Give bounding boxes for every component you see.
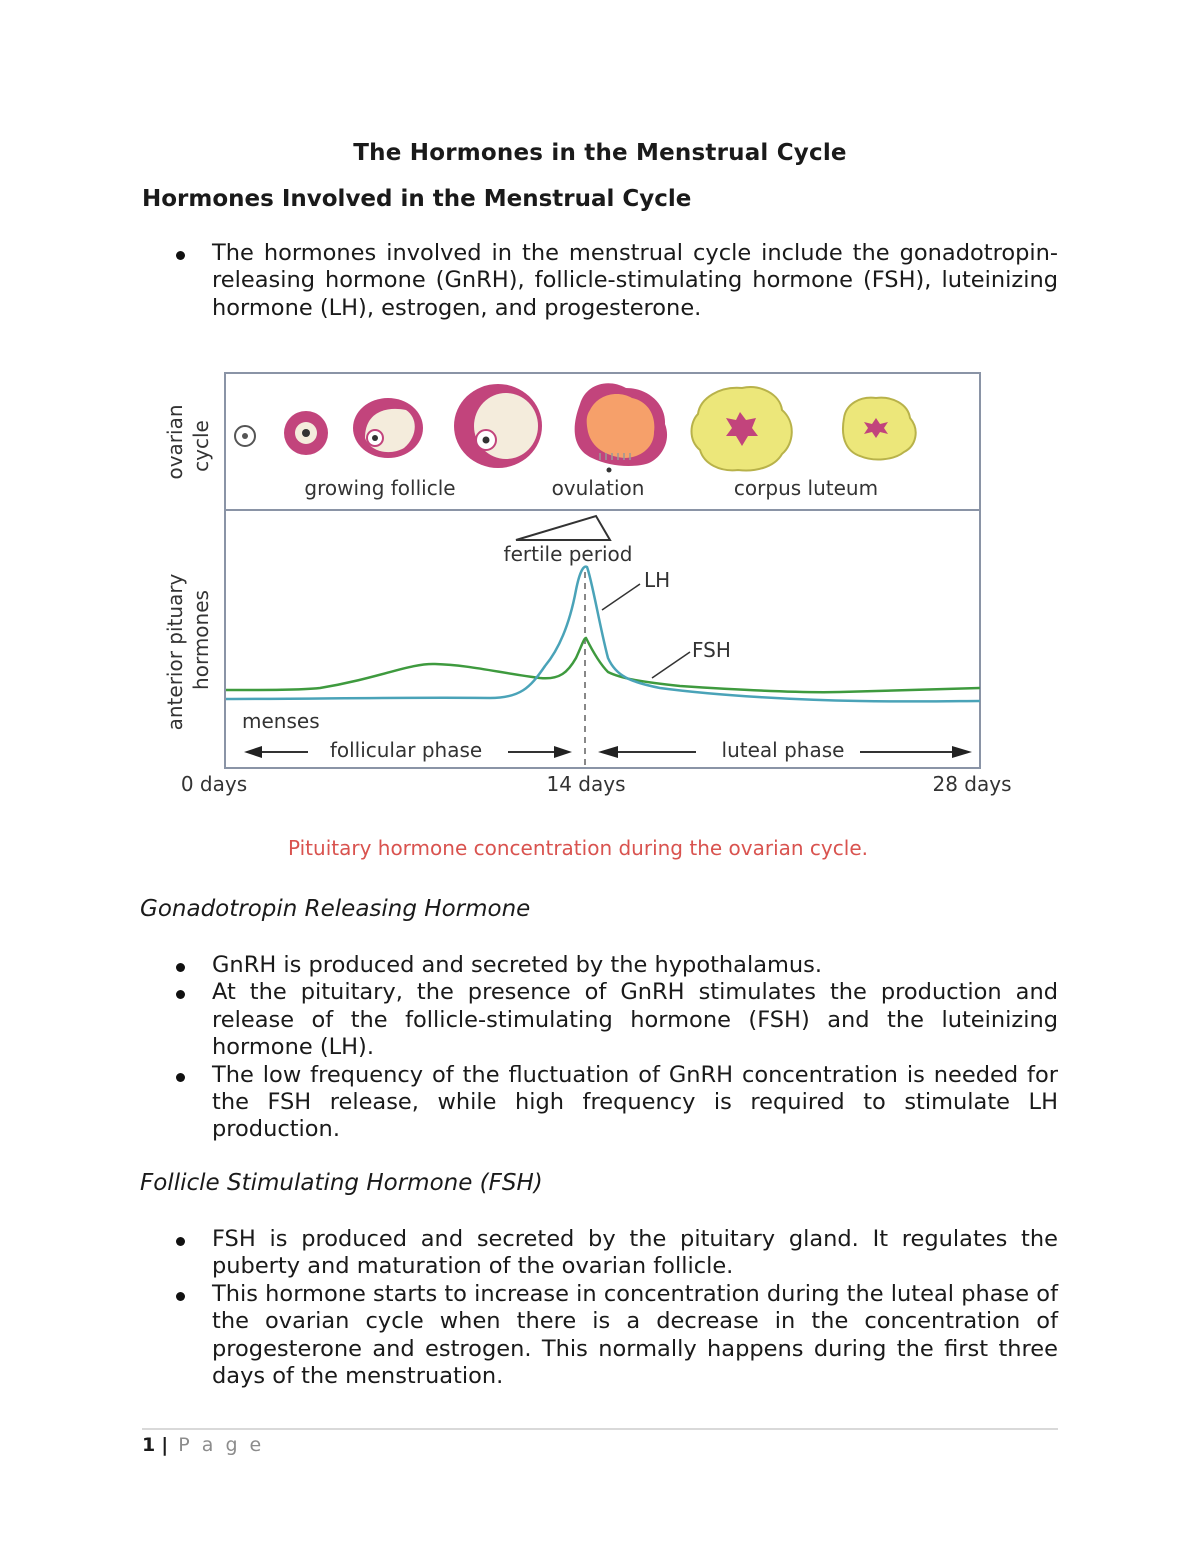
page-word: P a g e	[178, 1434, 265, 1456]
fsh-label: FSH	[692, 638, 731, 662]
fsh-bullet-list	[142, 1226, 1058, 1390]
row-label-anterior: anterior pituary	[163, 573, 187, 731]
follicular-phase-label: follicular phase	[329, 738, 483, 762]
menstrual-cycle-figure	[160, 360, 1040, 810]
x-label-start: 0 days	[180, 772, 248, 796]
gnrh-heading: Gonadotropin Releasing Hormone	[140, 896, 531, 922]
row-label-hormones: hormones	[189, 590, 213, 690]
ovulation-follicle	[575, 383, 667, 472]
stage-label-corpus: corpus luteum	[733, 476, 879, 500]
fsh-leader-line	[652, 652, 690, 678]
list-item: At the pituitary, the presence of GnRH stimulates the production and release of the follicle-stimulating hormone (FSH) and the luteinizing hormone (LH).	[142, 979, 1058, 1061]
page-footer	[142, 1434, 264, 1456]
lh-curve	[226, 567, 980, 702]
lh-leader-line	[602, 584, 640, 610]
footer-divider	[142, 1428, 1058, 1430]
list-item: FSH is produced and secreted by the pituitary gland. It regulates the puberty and maturation of the ovarian follicle.	[142, 1226, 1058, 1281]
x-label-mid: 14 days	[546, 772, 626, 796]
fsh-curve	[226, 638, 980, 692]
luteal-phase-label: luteal phase	[721, 738, 845, 762]
corpus-luteum-large	[692, 387, 792, 470]
hormone-diagram	[160, 360, 1040, 810]
stage-label-ovulation: ovulation	[551, 476, 645, 500]
figure-caption: Pituitary hormone concentration during the ovarian cycle.	[288, 836, 868, 860]
fertile-period-label: fertile period	[503, 542, 633, 566]
row-label-ovarian: ovarian	[163, 404, 187, 480]
section-heading: Hormones Involved in the Menstrual Cycle	[142, 186, 692, 212]
document-title: The Hormones in the Menstrual Cycle	[353, 140, 847, 166]
intro-bullet-list	[142, 240, 1058, 322]
follicle-stage-2	[284, 411, 328, 455]
stage-label-growing: growing follicle	[304, 476, 456, 500]
page-number: 1	[142, 1434, 156, 1456]
list-item: This hormone starts to increase in concentration during the luteal phase of the ovarian cycle when there is a decrease in the concentration of progesterone and estrogen. This normally happens during the first three days of the menstruation.	[142, 1281, 1058, 1391]
page-separator: |	[161, 1434, 169, 1456]
list-item: GnRH is produced and secreted by the hypothalamus.	[142, 952, 1058, 979]
follicle-stage-4	[454, 384, 542, 468]
fertile-period-marker	[516, 516, 610, 540]
lh-label: LH	[644, 568, 671, 592]
x-label-end: 28 days	[932, 772, 1012, 796]
list-item: The hormones involved in the menstrual cycle include the gonadotropin-releasing hormone (GnRH), follicle-stimulating hormone (FSH), luteinizing hormone (LH), estrogen, and progesterone.	[142, 240, 1058, 322]
fsh-heading: Follicle Stimulating Hormone (FSH)	[140, 1170, 543, 1196]
corpus-luteum-small	[843, 398, 916, 460]
row-label-cycle: cycle	[189, 420, 213, 472]
follicle-stage-3	[353, 398, 423, 458]
gnrh-bullet-list	[142, 952, 1058, 1144]
list-item: The low frequency of the fluctuation of GnRH concentration is needed for the FSH release, while high frequency is required to stimulate LH production.	[142, 1062, 1058, 1144]
follicle-stage-1	[235, 426, 255, 446]
menses-label: menses	[242, 709, 320, 733]
